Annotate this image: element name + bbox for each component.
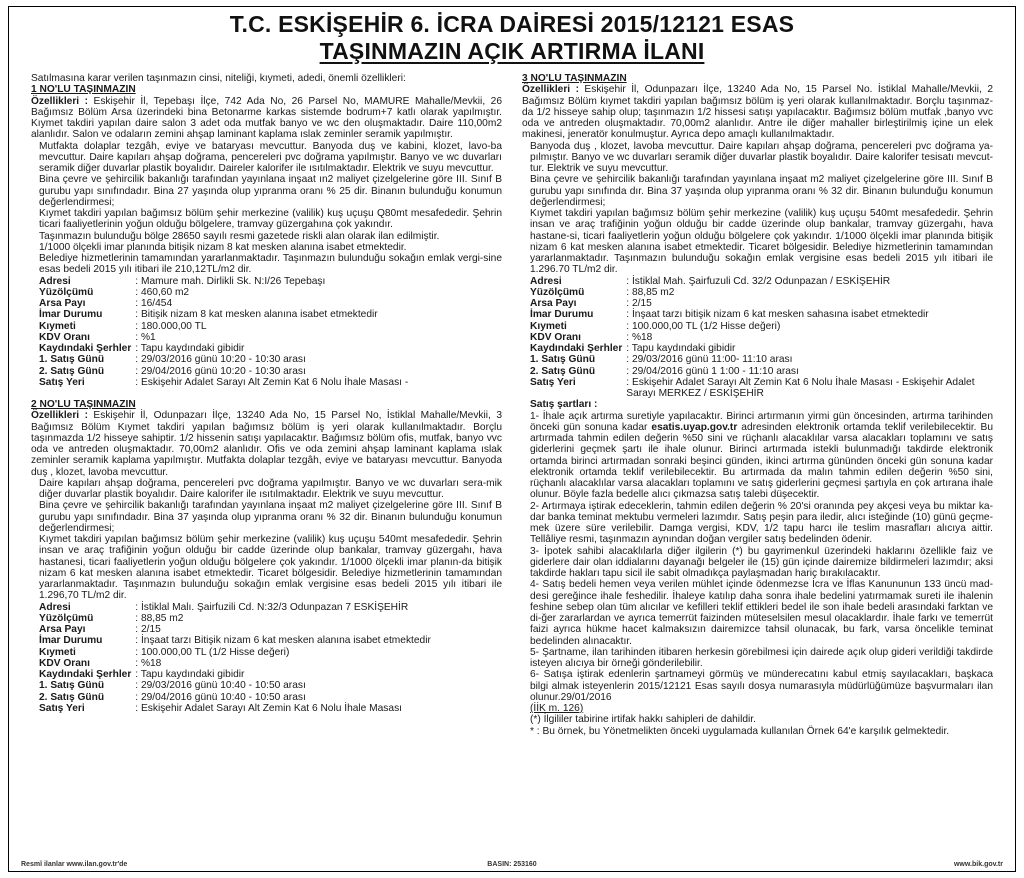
property-2-details xyxy=(39,602,431,715)
right-column xyxy=(522,73,993,851)
detail-value: : 29/03/2016 günü 10:40 - 10:50 arası xyxy=(135,680,306,692)
detail-row xyxy=(530,377,993,400)
paragraph: 3- İpotek sahibi alacaklılarla diğer ilgilerin (*) bu gayrimenkul üzerindeki haklarını özellikle faiz ve giderlere dair olan iddialarını dayanağı belgeler ile (15) gün içinde dairemize bildirmeleri lazımdır; aksi takdirde hakları tapu sicil ile sabit olmadıkça paylaşmadan hariç bırakılacaktır. xyxy=(530,545,993,579)
detail-row xyxy=(39,703,431,714)
property-1-features xyxy=(31,96,502,141)
detail-row xyxy=(39,309,408,320)
detail-value: : İnşaat tarzı bitişik nizam 6 kat mesken sahasına isabet etmektedir xyxy=(626,309,929,321)
condition-1-text-b: adresinden elektronik ortamda teklif verilebilecektir. Bu artırmada tahmin edilen değerin %50 sini ve rüçhanlı alacaklılar varsa alacakları toplamını ve satış giderlerini geçmek şartı ile ihale olunur. Birinci artırmada istekli bulunmadığı takdirde elektronik ortamda birinci artırmadan sonraki beşinci günden, ikinci artırma gününden önceki gün sonuna kadar elektronik ortamda teklif verilebilecektir. Bu artırmada da malın tahmin edilen değerin %50 sini, rüçhanlı alacaklılar varsa alacakları toplamını ve satış giderlerini geçmesi şartıyla en çok artırana ihale olunur. Böyle fazla bedelle alıcı çıkmazsa satış talebi düşecektir. xyxy=(530,421,993,501)
detail-value: : 29/04/2016 günü 1 1:00 - 11:10 arası xyxy=(626,365,799,377)
detail-row xyxy=(39,692,431,703)
detail-label: Adresi xyxy=(530,275,562,287)
detail-value: : Mamure mah. Dirlikli Sk. N:I/26 Tepebaşı xyxy=(135,275,326,287)
detail-label: Arsa Payı xyxy=(39,298,86,309)
header xyxy=(9,7,1015,65)
features-text: Eskişehir İl, Odunpazarı İlçe, 13240 Ada No, 15 Parsel No. İstiklal Mahalle/Mevkii, 2 Bağımsız Bölüm kıymet takdiri yapılan bağımsız bölüm iş yeri olarak kullanılmaktadır. Borçlu taşınmaz-da 1/2 hisseye sahip olup; taşınmazın 1/2 hissesi satışı yapılacaktır. Bağımsız bölüm mutfak ,banyo vvc oda ve antreden oluşmaktadır. 70,00m2 alanlıdır. Antre ile diğer mahaller birleştirilmiş içine un elek makinesi, jeneratör konulmuştur. Ayrıca depo amaçlı kullanılmaktadır. xyxy=(522,84,993,141)
property-3-heading: 3 NO'LU TAŞINMAZIN xyxy=(522,73,627,84)
detail-row xyxy=(39,680,431,691)
detail-row xyxy=(39,343,408,354)
left-column xyxy=(31,73,502,851)
detail-label: 1. Satış Günü xyxy=(39,354,105,366)
detail-label: İmar Durumu xyxy=(39,635,103,647)
detail-label: Kaydındaki Şerhler xyxy=(39,669,132,680)
property-2-heading: 2 NO'LU TAŞINMAZIN xyxy=(31,399,136,410)
detail-value: : 180.000,00 TL xyxy=(135,320,207,332)
paragraph: Kıymet takdiri yapılan bağımsız bölüm şehir merkezine (valilik) kuş uçuşu 540mt mesafededir. Şehrin insan ve araç trafiğinin yoğun olduğu bir cadde üzerinde olup bankalar, tramvay güzergahı, hava hastanesi, ticari faaliyetlerin yoğun olduğu bölgelere çok yakındır. 1/1000 ölçekli imar planın-da bitişik nizam 6 kat mesken alanına isabet etmektedir. Ticaret bölgesidir. Belediye hizmetlerinin tamamından yararlanmaktadır. Taşınmazın bulunduğu sokağın emlak vergisine esas bedeli 2015 yılı itibari ile 1.296,70 TL/m2 dir. xyxy=(39,534,502,602)
detail-label: KDV Oranı xyxy=(39,657,90,669)
detail-row xyxy=(530,321,993,332)
detail-value: : %18 xyxy=(626,331,653,343)
features-text: Eskişehir İl, Odunpazarı İlçe, 13240 Ada No, 15 Parsel No, İstiklal Mahalle/Mevkii, 3 Bağımsız Bölüm Kıymet takdiri yapılan bağımsız bölüm iş yeri olarak kullanılmaktadır. Borçlu taşınmazda 1/2 hisseye sahiptir. 1/2 hissenin satışı yapılacaktır. Bağımsız bölüm ofis, mutfak, banyo vvc oda ve antreden oluşmaktadır. 70,00m2 alanlıdır. Ofis ve oda zemini ahşap laminant kaplama ıslak zeminler seramik kaplama yapılmıştır. Mutfakta dolaplar tezgâh, eviye ve bataryası mevcuttur. Banyoda duş , klozet, lavoba mevcuttur. xyxy=(31,410,502,478)
detail-label: 1. Satış Günü xyxy=(530,354,596,366)
property-2-features xyxy=(31,410,502,478)
detail-label: Adresi xyxy=(39,601,71,613)
paragraph: Taşınmazın bulunduğu bölge 28650 sayılı resmi gazetede riskli alan olarak ilan edilmiştir. xyxy=(39,230,440,242)
detail-label: İmar Durumu xyxy=(39,309,103,321)
detail-label: 2. Satış Günü xyxy=(39,365,105,377)
footer-left: Resmî ilanlar www.ilan.gov.tr'de xyxy=(21,861,128,868)
detail-row xyxy=(39,321,408,332)
detail-row xyxy=(530,298,993,309)
detail-row xyxy=(39,635,431,646)
detail-label: 2. Satış Günü xyxy=(530,365,596,377)
detail-value: : 29/03/2016 günü 11:00- 11:10 arası xyxy=(626,354,793,366)
detail-label: 1. Satış Günü xyxy=(39,680,105,692)
paragraph: Bina çevre ve şehircilik bakanlığı tarafından yayınlana inşaat ın2 maliyet çizelgelerine göre III. Sınıf B gurubu yapı sınıfındadır. Bina 27 yaşında olup yıpranma oranı % 25 dir. Binanın bulunduğu konumun değerlendirmesi; xyxy=(39,174,502,208)
esatis-link[interactable]: esatis.uyap.gov.tr xyxy=(651,421,738,433)
detail-value: : 2/15 xyxy=(626,298,652,309)
detail-value: : Eskişehir Adalet Sarayı Alt Zemin Kat 6 Nolu İhale Masası - Eskişehir Adalet Sarayı MERKEZ / ESKİŞEHİR xyxy=(626,376,975,399)
paragraph: 1/1000 ölçekli imar planında bitişik nizam 8 kat mesken alanına isabet etmektedir. xyxy=(39,241,407,253)
detail-label: Satış Yeri xyxy=(530,376,576,388)
detail-value: : 100.000,00 TL (1/2 Hisse değeri) xyxy=(626,320,781,332)
intro-text: Satılmasına karar verilen taşınmazın cinsi, niteliği, kıymeti, adedi, önemli özellikleri: xyxy=(31,73,406,84)
paragraph: 2- Artırmaya iştirak edeceklerin, tahmin edilen değerin % 20'si oranında pey akçesi veya bu miktar ka-dar banka teminat mektubu vermeleri lazımdır. Satış peşin para iledir, alıcı isteğinde (10) günü geçme-mek üzere süre verilebilir. Damga vergisi, KDV, 1/2 tapu harcı ile teslim masrafları alıcıya aittir. Tellâliye resmi, taşınmazın aynından doğan vergiler satış bedelinden ödenir. xyxy=(530,500,993,546)
detail-label: Adresi xyxy=(39,275,71,287)
detail-row xyxy=(39,669,431,680)
detail-row xyxy=(39,276,408,287)
page-title: T.C. ESKİŞEHİR 6. İCRA DAİRESİ 2015/12121 ESAS xyxy=(229,11,795,37)
detail-label: Satış Yeri xyxy=(39,376,85,388)
detail-row xyxy=(39,602,431,613)
detail-value: : 29/04/2016 günü 10:20 - 10:30 arası xyxy=(135,365,306,377)
detail-value: : 2/15 xyxy=(135,624,161,635)
detail-row xyxy=(39,624,431,635)
detail-label: Kıymeti xyxy=(39,646,76,658)
sale-conditions xyxy=(522,399,993,737)
property-3-section xyxy=(522,73,993,399)
detail-label: Yüzölçümü xyxy=(530,286,585,298)
detail-label: Arsa Payı xyxy=(39,624,86,635)
paragraph: Banyoda duş , klozet, lavoba mevcuttur. Daire kapıları ahşap doğrama, pencereleri pvc doğrama ya-pılmıştır. Banyo ve wc duvarları seramik diğer duvarlar plastik boyalıdır. Daire kalorifer tesisatı mevcut-tur. Elektrik ve suyu mevcuttur. xyxy=(530,140,993,174)
detail-label: KDV Oranı xyxy=(39,331,90,343)
detail-label: İmar Durumu xyxy=(530,309,594,321)
features-label: Özellikleri : xyxy=(31,410,88,422)
detail-row xyxy=(39,332,408,343)
announcement-page xyxy=(8,6,1016,872)
detail-value: : 100.000,00 TL (1/2 Hisse değeri) xyxy=(135,646,290,658)
detail-label: Kıymeti xyxy=(530,320,567,332)
detail-label: Kıymeti xyxy=(39,320,76,332)
paragraph: Kıymet takdiri yapılan bağımsız bölüm şehir merkezine (valilik) kuş uçuşu Q80mt mesafededir. Şehrin ticari faaliyetlerinin yoğun olduğu bölgelere, tramvay güzergahına çok yakındır. xyxy=(39,208,502,231)
detail-row xyxy=(39,377,408,388)
detail-row xyxy=(39,287,408,298)
property-1-section xyxy=(31,84,502,388)
detail-label: KDV Oranı xyxy=(530,331,581,343)
note-1: (*) İlgililer tabirine irtifak hakkı sahipleri de dahildir. xyxy=(530,714,756,726)
detail-row xyxy=(530,366,993,377)
detail-value: : 29/04/2016 günü 10:40 - 10:50 arası xyxy=(135,691,306,703)
detail-row xyxy=(530,332,993,343)
detail-value: : %18 xyxy=(135,657,162,669)
paragraph: 4- Satış bedeli hemen veya verilen mühlet içinde ödenmezse İcra ve İflas Kanununun 133 üncü mad-desi gereğince ihale feshedilir. İhaleye katılıp daha sonra ihale bedelini yatırmamak sureti ile ihalenin feshine sebep olan tüm alıcılar ve kefilleri teklif ettikleri bedel ile son ihale bedeli arasındaki farktan ve di-ğer zararlardan ve ayrıca temerrüt faizinden müteselsilen mesul olacaklardır. İhale farkı ve temerrüt faizi ayrıca hükme hacet kalmaksızın dairemizce tahsil olunacak, bu fark, varsa öncelikle teminat bedelinden alınacaktır. xyxy=(530,579,993,647)
detail-label: Yüzölçümü xyxy=(39,612,94,624)
property-2-paragraphs xyxy=(31,478,502,602)
page-subtitle: TAŞINMAZIN AÇIK ARTIRMA İLANI xyxy=(319,38,705,64)
detail-value: : İstiklal Malı. Şairfuzili Cd. N:32/3 Odunpazan 7 ESKİŞEHİR xyxy=(135,601,409,613)
detail-row xyxy=(39,366,408,377)
detail-value: : 88,85 m2 xyxy=(626,286,675,298)
detail-row xyxy=(39,354,408,365)
property-1-paragraphs xyxy=(31,141,502,276)
detail-label: 2. Satış Günü xyxy=(39,691,105,703)
note-2: * : Bu örnek, bu Yönetmelikten önceki uygulamada kullanılan Örnek 64'e karşılık gelmektedir. xyxy=(530,725,950,737)
property-3-features xyxy=(522,84,993,140)
detail-row xyxy=(39,647,431,658)
paragraph: Belediye hizmetlerinin tamamından yararlanmaktadır. Taşınmazın bulunduğu sokağın emlak vergi-sine esas bedeli 2015 yılı itibari ile 210,12TL/m2 dir. xyxy=(39,253,502,276)
detail-value: : 16/454 xyxy=(135,298,173,309)
detail-value: : Eskişehir Adalet Sarayı Alt Zemin Kat 6 Nolu İhale Masası xyxy=(135,702,402,714)
legal-reference: (İİK m. 126) xyxy=(530,703,584,714)
detail-row xyxy=(530,287,993,298)
detail-value: : Bitişik nizam 8 kat mesken alanına isabet etmektedir xyxy=(135,309,378,321)
conditions-heading: Satış şartları : xyxy=(530,399,598,411)
detail-row xyxy=(39,613,431,624)
condition-1-text-a: 1- İhale açık artırma suretiyle yapılacaktır. Birinci artırmanın yirmi gün öncesinden, artırma tarihinden önceki gün sonuna kadar xyxy=(530,410,993,433)
features-text: Eskişehir İl, Tepebaşı İlçe, 742 Ada No, 26 Parsel No, MAMURE Mahalle/Mevkii, 26 Bağımsız Bölüm Arsa üzerindeki bina Betonarme karkas sistemde bodrum+7 katlı olarak yapılmıştır. Kıymet takdiri yapılan daire salon 3 adet oda mutfak banyo ve wc den oluşmaktadır. Daire 110,00m2 alanlıdır. Salon ve odaların zemini ahşap laminant kaplama ıslak zeminler seramik yapılmıştır. xyxy=(31,95,502,141)
property-3-paragraphs xyxy=(522,141,993,276)
detail-value: : %1 xyxy=(135,331,156,343)
paragraph: Mutfakta dolaplar tezgâh, eviye ve bataryası mevcuttur. Banyoda duş ve kabini, klozet, lavo-ba mevcuttur. Daire kapıları ahşap doğrama, pencereleri pvc doğrama yapılmıştır. Banyo ve wc duvarları seramik diğer duvarlar plastik boyalıdır. Daireler kalorifer ile ısıtılmaktadır. Elektrik ve suyu mevcuttur. xyxy=(39,140,502,174)
detail-label: Kaydındaki Şerhler xyxy=(39,343,132,354)
paragraph: Kıymet takdiri yapılan bağımsız bölüm şehir merkezine (valilik) kuş uçuşu 540mt mesafededir. Şehrin insan ve araç trafiğinin yoğun olduğu bir cadde üzerinde olup bankalar, tramvay güzergahı, hava hastane-si, ticari faaliyetlerin yoğun olduğu bölgelere çok yakındır. 1/1000 ölçekli imar planında bitişik nizam 6 kat mesken alanına isabet etmektedir. Ticaret bölgesidir. Belediye hizmetlerinin tamamından yararlanmaktadır. Taşınmazın bulunduğu sokağın emlak vergisine esas bedeli 2015 yılı itibari ile 1.296.70 TL/m2 dir. xyxy=(530,208,993,276)
detail-value: : Tapu kaydındaki gibidir xyxy=(626,343,736,354)
detail-label: Kaydındaki Şerhler xyxy=(530,343,623,354)
paragraph: 6- Satışa iştirak edenlerin şartnameyi görmüş ve münderecatını kabul etmiş sayılacakları, başkaca bilgi almak isteyenlerin 2015/12121 Esas sayılı dosya numarasıyla müdürlüğümüze başvurmaları ilan olunur.29/01/2016 xyxy=(530,669,993,703)
footer-mid: BASIN: 253160 xyxy=(487,861,537,868)
footer-right: www.bik.gov.tr xyxy=(953,861,1003,868)
detail-row xyxy=(530,343,993,354)
property-3-details xyxy=(530,276,993,400)
detail-value: : 29/03/2016 günü 10:20 - 10:30 arası xyxy=(135,354,306,366)
detail-value: : 460,60 m2 xyxy=(135,286,190,298)
condition-items xyxy=(522,501,993,704)
property-1-details xyxy=(39,276,408,389)
detail-value: : Tapu kaydındaki gibidir xyxy=(135,669,245,680)
detail-row xyxy=(530,309,993,320)
property-1-heading: 1 NO'LU TAŞINMAZIN xyxy=(31,84,136,96)
paragraph: Bina çevre ve şehircilik bakanlığı tarafından yayınlana inşaat m2 maliyet çizelgelerine göre III. Sınıf B gurubu yapı sınıfındadır. Bina 37 yaşında olup yıpranma oranı % 32 dir. Binanın bulunduğu konumun değerlendirmesi; xyxy=(39,500,502,534)
property-2-section xyxy=(31,399,502,714)
detail-row xyxy=(39,298,408,309)
detail-label: Satış Yeri xyxy=(39,702,85,714)
condition-1 xyxy=(522,411,993,501)
detail-value: : Tapu kaydındaki gibidir xyxy=(135,343,245,354)
detail-value: : Eskişehir Adalet Sarayı Alt Zemin Kat 6 Nolu İhale Masası - xyxy=(135,376,409,388)
paragraph: Daire kapıları ahşap doğrama, pencereleri pvc doğrama yapılmıştır. Banyo ve wc duvarları sera-mik diğer duvarlar plastik boyalıdır. Daire kalorifer ile ısıtılmaktadır. Elektrik ve suyu mevcuttur. xyxy=(39,477,502,500)
detail-value: : İstiklal Mah. Şairfuzuli Cd. 32/2 Odunpazan / ESKİŞEHİR xyxy=(626,275,891,287)
footer xyxy=(21,861,1003,868)
detail-value: : 88,85 m2 xyxy=(135,612,184,624)
paragraph: Bina çevre ve şehircilik bakanlığı tarafından yayınlana inşaat m2 maliyet çizelgelerine göre III. Sınıf B gurubu yapı sınıfında dır. Bina 37 yaşında olup yıpranma oranı % 32 dir. Binanın bulunduğu konumun değerlendirmesi; xyxy=(530,174,993,208)
paragraph: 5- Şartname, ilan tarihinden itibaren herkesin görebilmesi için dairede açık olup gideri verildiği takdirde isteyen alıcıya bir örneği gönderilebilir. xyxy=(530,646,993,669)
detail-label: Arsa Payı xyxy=(530,298,577,309)
detail-value: : İnşaat tarzı Bitişik nizam 6 kat mesken alanına isabet etmektedir xyxy=(135,635,431,647)
features-label: Özellikleri : xyxy=(522,84,579,96)
detail-row xyxy=(39,658,431,669)
detail-label: Yüzölçümü xyxy=(39,286,94,298)
detail-row xyxy=(530,276,993,287)
detail-row xyxy=(530,354,993,365)
features-label: Özellikleri : xyxy=(31,95,89,107)
